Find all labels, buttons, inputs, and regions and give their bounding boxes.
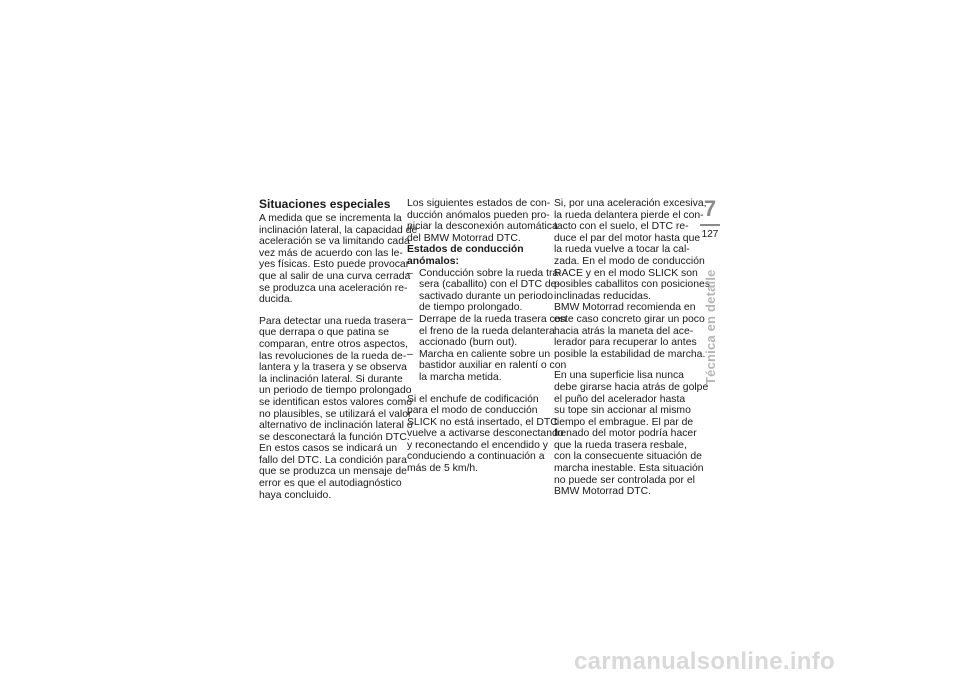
text-line: posible la estabilidad de marcha. bbox=[554, 348, 706, 360]
text-line: se desconectará la función DTC. bbox=[259, 431, 410, 443]
text-line: se identifican estos valores como bbox=[259, 396, 413, 408]
text-line: piciar la desconexión automática bbox=[407, 221, 558, 233]
list-item bbox=[407, 348, 567, 384]
text-line: Si, por una aceleración excesiva, bbox=[554, 198, 707, 209]
text-line: En una superficie lisa nunca bbox=[554, 370, 684, 382]
text-line: no plausibles, se utilizará el valor bbox=[259, 408, 412, 420]
text-line: sactivado durante un periodo bbox=[419, 290, 554, 302]
text-line: alternativo de inclinación lateral o bbox=[259, 420, 413, 432]
paragraph bbox=[259, 315, 413, 502]
text-line: yes físicas. Esto puede provocar bbox=[259, 259, 410, 271]
chapter-number: 7 bbox=[703, 196, 717, 221]
text-line: vez más de acuerdo con las le- bbox=[259, 247, 403, 259]
text-line: de tiempo prolongado. bbox=[419, 302, 523, 314]
text-line: tiempo el embrague. El par de bbox=[554, 416, 694, 428]
text-line: sera (caballito) con el DTC de- bbox=[419, 279, 560, 291]
text-line: ducida. bbox=[259, 294, 293, 306]
text-line: fallo del DTC. La condición para bbox=[259, 454, 407, 466]
text-line: frenado del motor podría hacer bbox=[554, 428, 697, 440]
text-line: un periodo de tiempo prolongado bbox=[259, 385, 412, 397]
text-line: accionado (burn out). bbox=[419, 337, 518, 349]
text-line: inclinadas reducidas. bbox=[554, 290, 652, 302]
list-item bbox=[407, 313, 567, 349]
text-line: las revoluciones de la rueda de- bbox=[259, 350, 407, 362]
list-subheading bbox=[407, 244, 547, 267]
text-column-2 bbox=[407, 198, 567, 475]
text-line: marcha inestable. Esta situación bbox=[554, 463, 704, 475]
section-title-vertical: Técnica en detalle bbox=[703, 269, 718, 385]
text-line: RACE y en el modo SLICK son bbox=[554, 267, 698, 279]
text-line: que derrapa o que patina se bbox=[259, 327, 389, 339]
text-line: bastidor auxiliar en ralentí o con bbox=[419, 360, 567, 372]
text-line: más de 5 km/h. bbox=[407, 463, 479, 475]
text-line: BMW Motorrad recomienda en bbox=[554, 302, 696, 314]
text-line: este caso concreto girar un poco bbox=[554, 313, 705, 325]
text-line: haya concluido. bbox=[259, 489, 332, 501]
text-line: no puede ser controlada por el bbox=[554, 474, 695, 486]
text-line: comparan, entre otros aspectos, bbox=[259, 338, 409, 350]
text-line: A medida que se incrementa la bbox=[259, 213, 402, 224]
text-line: – Derrape de la rueda trasera con bbox=[419, 313, 567, 325]
text-line: su tope sin accionar al mismo bbox=[554, 405, 691, 417]
text-line: la rueda vuelve a tocar la cal- bbox=[554, 244, 690, 256]
text-line: zada. En el modo de conducción bbox=[554, 255, 705, 267]
text-line: Los siguientes estados de con- bbox=[407, 198, 551, 209]
watermark: carmanualsonline.info bbox=[574, 648, 836, 675]
text-line: la rueda delantera pierde el con- bbox=[554, 209, 704, 221]
paragraph bbox=[407, 393, 564, 475]
text-line: Si el enchufe de codificación bbox=[407, 393, 539, 405]
text-line: para el modo de conducción bbox=[407, 405, 538, 417]
chapter-divider bbox=[700, 224, 720, 226]
text-column-1 bbox=[259, 197, 418, 501]
text-line: duce el par del motor hasta que bbox=[554, 232, 701, 244]
paragraph bbox=[259, 213, 418, 306]
text-line: posibles caballitos con posiciones bbox=[554, 279, 710, 291]
text-line: lerador para recuperar lo antes bbox=[554, 337, 697, 349]
text-line: – Conducción sobre la rueda tra- bbox=[419, 267, 562, 279]
text-line: ducción anómalos pueden pro- bbox=[407, 209, 550, 221]
paragraph bbox=[407, 198, 558, 244]
text-line: y reconectando el encendido y bbox=[407, 439, 548, 451]
text-line: la inclinación lateral. Si durante bbox=[259, 373, 403, 385]
text-line: En estos casos se indicará un bbox=[259, 443, 398, 455]
text-line: que se produzca un mensaje de bbox=[259, 466, 407, 478]
text-line: error es que el autodiagnóstico bbox=[259, 478, 402, 490]
paragraph bbox=[554, 370, 709, 498]
text-line: – Marcha en caliente sobre un bbox=[419, 348, 551, 360]
text-line: inclinación lateral, la capacidad de bbox=[259, 224, 418, 236]
text-line: lantera y la trasera y se observa bbox=[259, 362, 407, 374]
text-line: hacia atrás la maneta del ace- bbox=[554, 325, 694, 337]
section-heading: Situaciones especiales bbox=[259, 197, 391, 211]
text-line: que al salir de una curva cerrada bbox=[259, 270, 411, 282]
text-line: Estados de conducción bbox=[407, 244, 524, 256]
text-line: debe girarse hacia atrás de golpe bbox=[554, 381, 709, 393]
text-line: conduciendo a continuación a bbox=[407, 451, 545, 463]
list-item bbox=[407, 267, 562, 314]
text-line: se produzca una aceleración re- bbox=[259, 282, 408, 294]
text-line: aceleración se va limitando cada bbox=[259, 236, 410, 248]
text-line: la marcha metida. bbox=[419, 371, 502, 383]
text-line: BMW Motorrad DTC. bbox=[554, 486, 651, 498]
text-line: anómalos: bbox=[407, 255, 459, 267]
dash-list bbox=[407, 267, 567, 384]
text-line: vuelve a activarse desconectando bbox=[407, 428, 564, 440]
text-line: que la rueda trasera resbale, bbox=[554, 439, 687, 451]
page-number: 127 bbox=[701, 229, 719, 240]
text-line: tacto con el suelo, el DTC re- bbox=[554, 221, 689, 233]
text-line: del BMW Motorrad DTC. bbox=[407, 232, 521, 244]
text-line: el freno de la rueda delantera bbox=[419, 325, 555, 337]
text-line: SLICK no está insertado, el DTC bbox=[407, 416, 558, 428]
text-line: el puño del acelerador hasta bbox=[554, 393, 686, 405]
text-line: Para detectar una rueda trasera bbox=[259, 315, 407, 327]
text-line: con la consecuente situación de bbox=[554, 451, 702, 463]
